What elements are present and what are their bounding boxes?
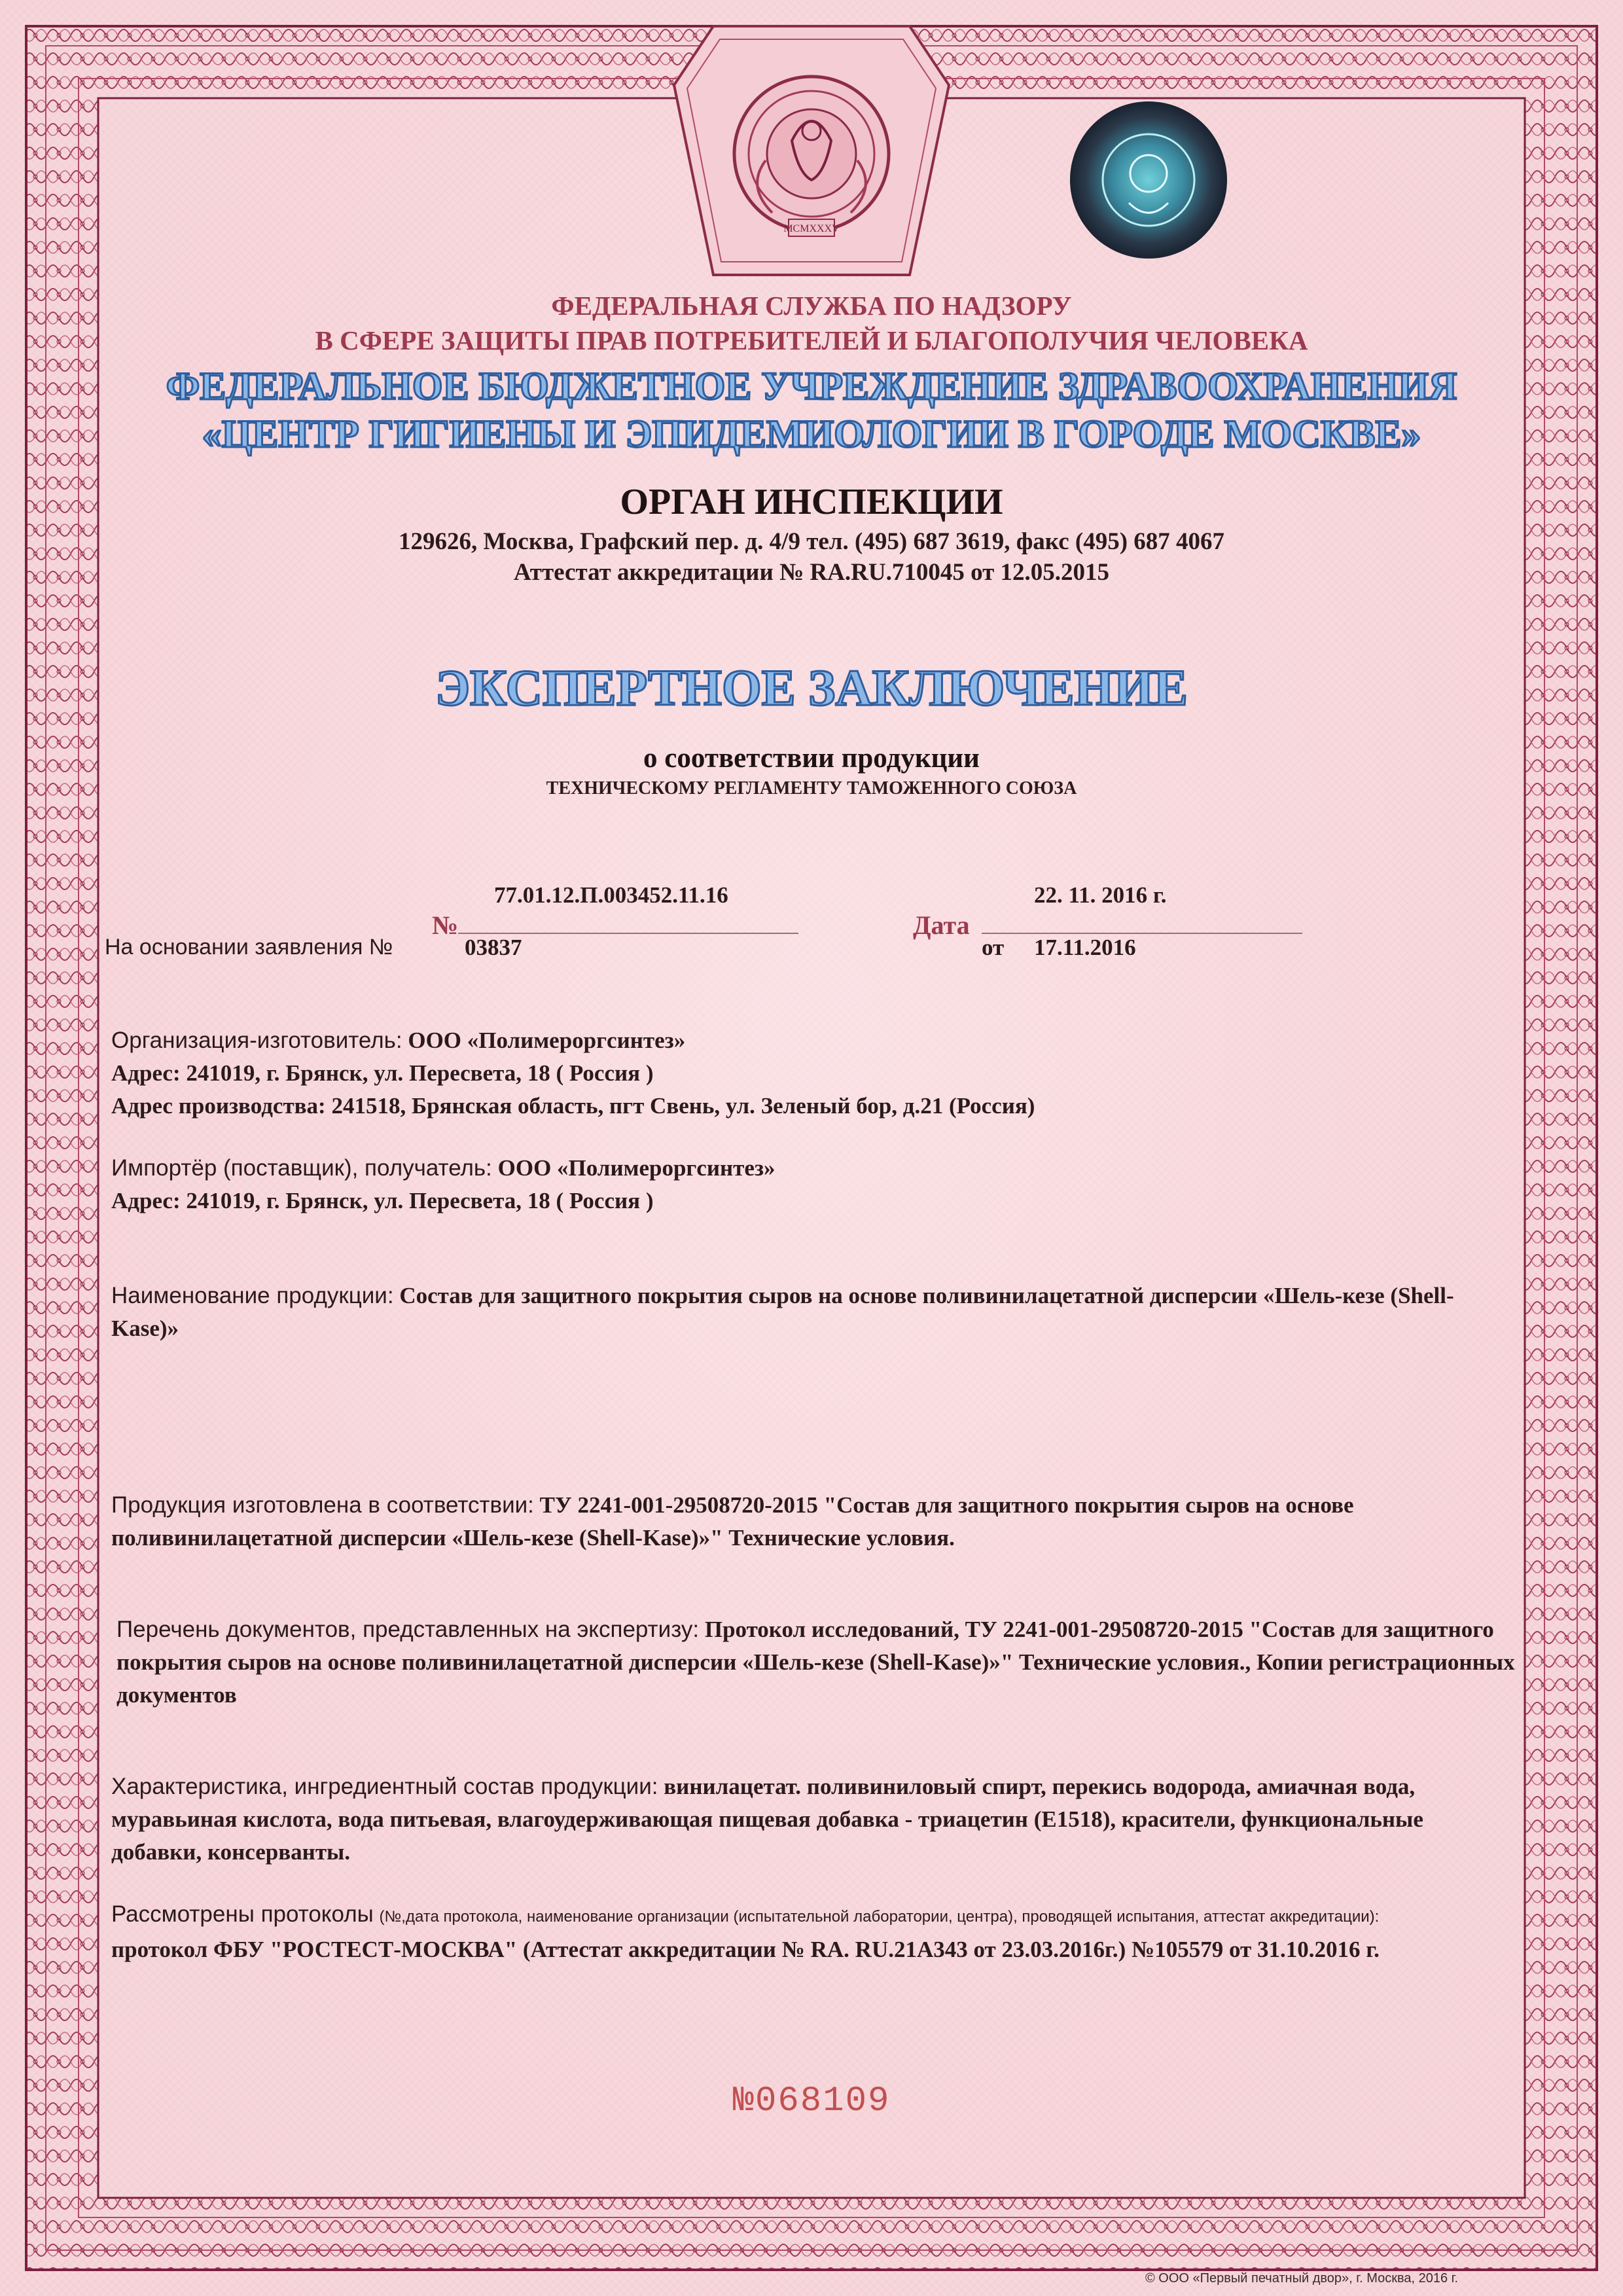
protocols-hint: (№,дата протокола, наименование организации (испытательной лаборатории, центра), проводящей испытания, аттестат аккредитации):	[379, 1908, 1380, 1926]
conclusion-date-value: 22. 11. 2016 г.	[1034, 882, 1167, 908]
inspection-address: 129626, Москва, Графский пер. д. 4/9 тел. (495) 687 3619, факс (495) 687 4067	[398, 528, 1225, 555]
inspection-body-title: ОРГАН ИНСПЕКЦИИ	[620, 482, 1003, 522]
manufactured-per-section	[111, 1489, 1518, 1554]
number-underline	[458, 933, 798, 934]
documents-value: Протокол исследований, ТУ 2241-001-29508720-2015 "Состав для защитного покрытия сыров на основе поливинилацетатной дисперсии «Шель-кезе (Shell-Kase)»" Технические условия., Копии регистрационных документов	[116, 1617, 1515, 1708]
header-institution-line1: ФЕДЕРАЛЬНОЕ БЮДЖЕТНОЕ УЧРЕЖДЕНИЕ ЗДРАВООХРАНЕНИЯ	[166, 365, 1457, 408]
accreditation-line: Аттестат аккредитации № RA.RU.710045 от 12.05.2015	[513, 559, 1110, 586]
date-underline	[982, 933, 1302, 934]
header-institution-line2: «ЦЕНТР ГИГИЕНЫ И ЭПИДЕМИОЛОГИИ В ГОРОДЕ МОСКВЕ»	[202, 412, 1421, 456]
manufactured-per-label: Продукция изготовлена в соответствии:	[111, 1492, 534, 1518]
documents-section	[116, 1613, 1524, 1712]
documents-label: Перечень документов, представленных на экспертизу:	[116, 1617, 700, 1642]
emblem-seal-icon	[726, 62, 897, 259]
protocols-label: Рассмотрены протоколы	[111, 1901, 374, 1927]
header-service-line2: В СФЕРЕ ЗАЩИТЫ ПРАВ ПОТРЕБИТЕЛЕЙ И БЛАГОПОЛУЧИЯ ЧЕЛОВЕКА	[315, 325, 1308, 355]
manufactured-per-value: ТУ 2241-001-29508720-2015 "Состав для защитного покрытия сыров на основе поливинилацетатной дисперсии «Шель-кезе (Shell-Kase)»" Технические условия.	[111, 1492, 1354, 1551]
manufacturer-address: Адрес: 241019, г. Брянск, ул. Пересвета, 18 ( Россия )	[111, 1060, 654, 1086]
protocols-value: протокол ФБУ "РОСТЕСТ-МОСКВА" (Аттестат аккредитации № RA. RU.21А343 от 23.03.2016г.) №105579 от 31.10.2016 г.	[111, 1937, 1380, 1962]
header-service-line1: ФЕДЕРАЛЬНАЯ СЛУЖБА ПО НАДЗОРУ	[551, 291, 1072, 321]
application-number-value: 03837	[465, 935, 522, 960]
product-name: Состав для защитного покрытия сыров на основе поливинилацетатной дисперсии «Шель-кезе (Shell-Kase)»	[111, 1283, 1454, 1341]
protocols-section	[111, 1898, 1518, 1966]
printer-credit: © ООО «Первый печатный двор», г. Москва, 2016 г.	[1145, 2271, 1459, 2286]
composition-label: Характеристика, ингредиентный состав продукции:	[111, 1774, 658, 1799]
emblem-year-text: MCMXXXV	[783, 223, 840, 234]
hologram-icon	[1067, 98, 1230, 262]
manufacturer-name: ООО «Полимероргсинтез»	[408, 1028, 686, 1053]
manufacturer-label: Организация-изготовитель:	[111, 1028, 402, 1053]
product-label: Наименование продукции:	[111, 1283, 394, 1308]
product-section	[111, 1280, 1518, 1345]
manufacturer-section	[111, 1024, 1518, 1122]
application-from-label: от	[982, 935, 1005, 960]
manufacturer-production-address: Адрес производства: 241518, Брянская область, пгт Свень, ул. Зеленый бор, д.21 (Россия)	[111, 1093, 1035, 1119]
importer-address: Адрес: 241019, г. Брянск, ул. Пересвета, 18 ( Россия )	[111, 1188, 654, 1213]
conclusion-number-value: 77.01.12.П.003452.11.16	[494, 882, 728, 908]
date-label: Дата	[913, 910, 970, 940]
document-subtitle-regulation: ТЕХНИЧЕСКОМУ РЕГЛАМЕНТУ ТАМОЖЕННОГО СОЮЗА	[546, 778, 1077, 798]
importer-section	[111, 1152, 1518, 1217]
composition-section	[111, 1770, 1518, 1869]
application-basis-label: На основании заявления №	[105, 935, 393, 960]
composition-value: винилацетат. поливиниловый спирт, перекись водорода, амиачная вода, муравьиная кислота, вода питьевая, влагоудерживающая пищевая добавка - триацетин (Е1518), красители, функциональные добавки, консерванты.	[111, 1774, 1423, 1865]
document-subtitle: о соответствии продукции	[643, 743, 980, 774]
importer-label: Импортёр (поставщик), получатель:	[111, 1155, 492, 1181]
application-date-value: 17.11.2016	[1034, 935, 1136, 960]
serial-number: №068109	[732, 2081, 891, 2121]
importer-name: ООО «Полимероргсинтез»	[497, 1155, 776, 1181]
document-title: ЭКСПЕРТНОЕ ЗАКЛЮЧЕНИЕ	[435, 659, 1188, 716]
number-sign-label: №	[432, 910, 459, 940]
